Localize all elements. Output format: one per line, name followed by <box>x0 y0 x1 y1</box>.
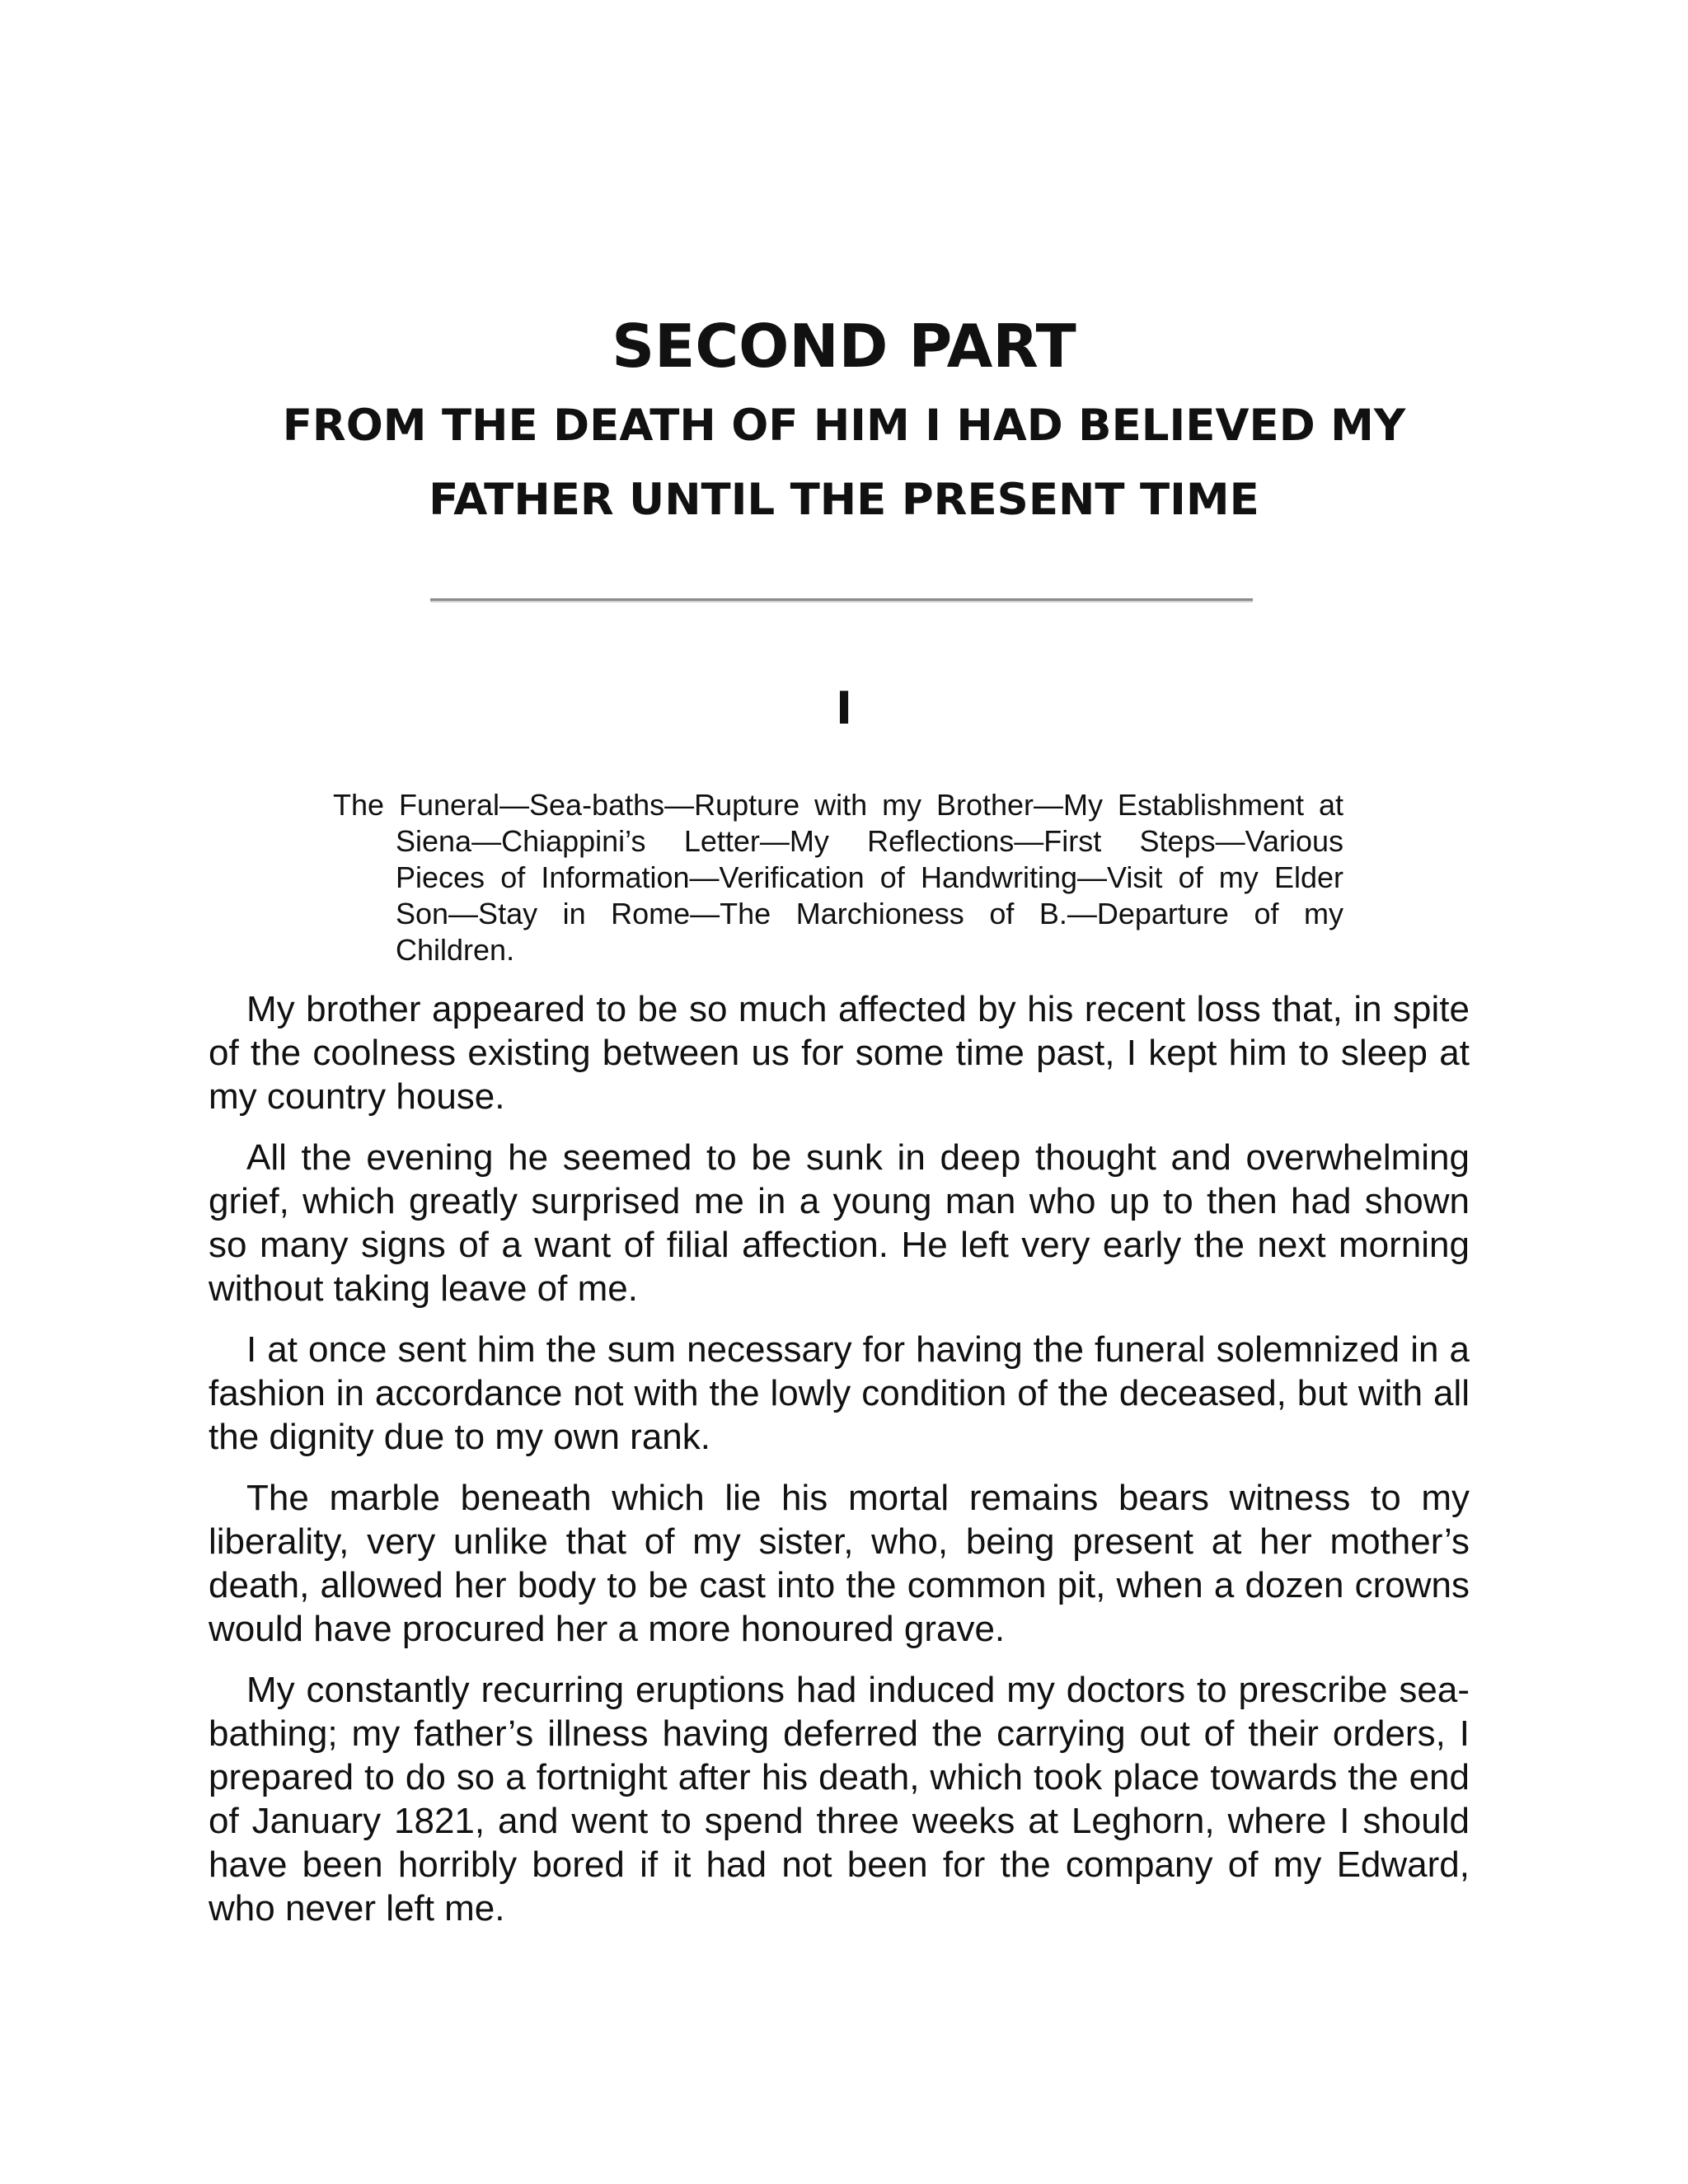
chapter-number: I <box>835 682 853 734</box>
body-paragraph: The marble beneath which lie his mortal remains bears witness to my liberality, very unlike that of my sister, who, being present at her mother’s death, allowed her body to be cast into the common pit, when a dozen crowns would have procured her a more honoured grave. <box>209 1478 1470 1649</box>
body-paragraph: All the evening he seemed to be sunk in deep thought and overwhelming grief, which greatly surprised me in a young man who up to then had shown so many signs of a want of filial affection. He left very early the next morning without taking leave of me. <box>209 1137 1470 1309</box>
section-divider <box>430 598 1253 602</box>
body-paragraph: I at once sent him the sum necessary for having the funeral solemnized in a fashion in accordance not with the lowly condition of the deceased, but with all the dignity due to my own rank. <box>209 1329 1470 1457</box>
chapter-summary: The Funeral—Sea-baths—Rupture with my Brother—My Establishment at Siena—Chiappini’s Letter—My Reflections—First Steps—Various Pieces of Information—Verification of Handwriting—Visit of my Elder Son—Stay in Rome—The Marchioness of B.—Departure of my Children. <box>333 788 1343 967</box>
part-subtitle: FROM THE DEATH OF HIM I HAD BELIEVED MY FATHER UNTIL THE PRESENT TIME <box>282 401 1406 525</box>
part-title: SECOND PART <box>612 312 1076 381</box>
body-paragraph: My brother appeared to be so much affected by his recent loss that, in spite of the coolness existing between us for some time past, I kept him to sleep at my country house. <box>209 989 1470 1117</box>
body-paragraph: My constantly recurring eruptions had induced my doctors to prescribe sea-bathing; my father’s illness having deferred the carrying out of their orders, I prepared to do so a fortnight after his death, which took place towards the end of January 1821, and went to spend three weeks at Leghorn, where I should have been horribly bored if it had not been for the company of my Edward, who never left me. <box>209 1670 1470 1929</box>
chapter-body <box>209 987 1470 1947</box>
